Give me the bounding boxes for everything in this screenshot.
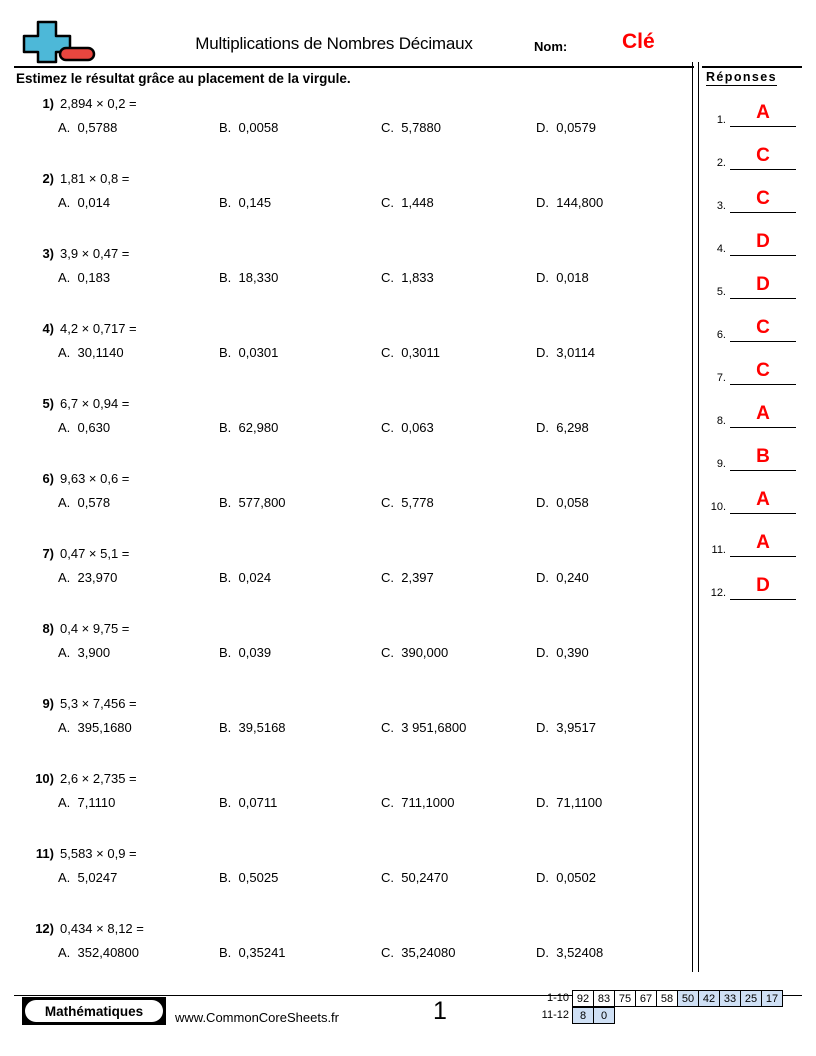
question-problem: 5,583 × 0,9 = [60, 846, 137, 861]
choice-label: A. [58, 870, 71, 885]
answer-key-value: A [756, 102, 770, 123]
answer-key-value: C [756, 188, 770, 209]
score-cell: 67 [635, 990, 657, 1007]
choice-value: 18,330 [238, 270, 279, 285]
answer-choice[interactable] [58, 720, 132, 735]
choice-value: 6,298 [556, 420, 589, 435]
choice-row [0, 870, 690, 890]
choice-label: A. [58, 345, 71, 360]
choice-value: 3,900 [77, 645, 111, 660]
choice-value: 0,183 [77, 270, 111, 285]
answer-choice[interactable] [58, 945, 139, 960]
score-cell: 92 [572, 990, 594, 1007]
choice-label: A. [58, 120, 71, 135]
choice-label: C. [381, 795, 394, 810]
question-block [0, 246, 690, 321]
score-table-row [525, 1007, 783, 1024]
header-divider [14, 66, 694, 68]
choice-row [0, 945, 690, 965]
choice-value: 3,9517 [556, 720, 596, 735]
score-range-label: 1-10 [546, 992, 569, 1004]
question-number: 11) [35, 846, 54, 861]
choice-label: D. [536, 720, 549, 735]
answer-key-row [702, 188, 806, 218]
choice-row [0, 570, 690, 590]
choice-value: 71,1100 [556, 795, 603, 810]
answer-choice[interactable] [58, 270, 110, 285]
page-number: 1 [433, 997, 447, 1025]
choice-label: A. [58, 195, 71, 210]
choice-row [0, 795, 690, 815]
answer-key-value: D [756, 575, 770, 596]
answer-key-row [702, 575, 806, 605]
answer-choice[interactable] [58, 570, 117, 585]
choice-row [0, 120, 690, 140]
choice-label: D. [536, 495, 549, 510]
choice-value: 1,448 [401, 195, 434, 210]
worksheet-header [14, 16, 694, 66]
score-cell: 42 [698, 990, 720, 1007]
question-problem: 4,2 × 0,717 = [60, 321, 137, 336]
choice-value: 711,1000 [401, 795, 455, 810]
answer-key-underline [730, 470, 796, 471]
answer-choice[interactable] [58, 345, 124, 360]
choice-value: 395,1680 [77, 720, 132, 735]
answer-choice[interactable] [381, 870, 448, 885]
choice-value: 3 951,6800 [401, 720, 467, 735]
choice-value: 7,1110 [77, 795, 116, 810]
score-table [525, 990, 783, 1024]
question-block [0, 321, 690, 396]
name-label: Nom: [534, 39, 568, 54]
question-problem: 6,7 × 0,94 = [60, 396, 130, 411]
choice-label: B. [219, 720, 232, 735]
choice-label: D. [536, 195, 549, 210]
question-number: 4) [42, 321, 54, 336]
answer-key-value: A [756, 532, 770, 553]
choice-value: 2,397 [401, 570, 434, 585]
answer-key-underline [730, 427, 796, 428]
plus-minus-logo-icon [14, 16, 100, 66]
answer-key-value: B [756, 446, 770, 467]
choice-label: B. [219, 945, 232, 960]
question-number: 2) [42, 171, 54, 186]
choice-value: 0,35241 [238, 945, 286, 960]
answers-header-divider [702, 66, 802, 68]
choice-label: B. [219, 570, 232, 585]
answer-choice[interactable] [381, 570, 434, 585]
choice-label: D. [536, 270, 549, 285]
choice-value: 0,240 [556, 570, 589, 585]
choice-value: 0,390 [556, 645, 589, 660]
question-problem: 5,3 × 7,456 = [60, 696, 137, 711]
answer-choice[interactable] [536, 270, 589, 285]
choice-label: D. [536, 570, 549, 585]
answer-choice[interactable] [536, 870, 596, 885]
choice-value: 62,980 [238, 420, 279, 435]
answer-key-underline [730, 599, 796, 600]
question-number: 6) [42, 471, 54, 486]
answer-key-underline [730, 126, 796, 127]
question-block [0, 396, 690, 471]
choice-label: B. [219, 345, 232, 360]
choice-row [0, 495, 690, 515]
score-cell: 83 [593, 990, 615, 1007]
answer-key-underline [730, 341, 796, 342]
choice-label: D. [536, 795, 549, 810]
choice-label: A. [58, 720, 71, 735]
choice-label: C. [381, 120, 394, 135]
score-cell-empty [614, 1007, 636, 1024]
answer-key-row [702, 532, 806, 562]
choice-label: A. [58, 270, 71, 285]
score-cell: 33 [719, 990, 741, 1007]
choice-label: C. [381, 645, 394, 660]
score-cell-empty [761, 1007, 783, 1024]
answer-key-row [702, 102, 806, 132]
score-cell: 17 [761, 990, 783, 1007]
answer-choice[interactable] [219, 195, 271, 210]
question-block [0, 771, 690, 846]
answer-key-number: 2. [716, 157, 726, 169]
answer-choice[interactable] [381, 270, 434, 285]
choice-label: C. [381, 195, 394, 210]
answer-choice[interactable] [58, 795, 115, 810]
choice-value: 0,018 [556, 270, 589, 285]
question-number: 10) [35, 771, 54, 786]
answer-key-value: C [756, 317, 770, 338]
answer-choice[interactable] [381, 420, 434, 435]
choice-value: 5,778 [401, 495, 434, 510]
answer-key-value: D [756, 231, 770, 252]
answer-key-value: C [756, 360, 770, 381]
question-number: 1) [42, 96, 54, 111]
score-range-label: 11-12 [541, 1009, 569, 1021]
answer-key-number: 1. [716, 114, 726, 126]
choice-label: B. [219, 645, 232, 660]
choice-value: 0,014 [77, 195, 111, 210]
brand-label: Mathématiques [25, 1000, 163, 1022]
score-cell-empty [635, 1007, 657, 1024]
choice-label: C. [381, 945, 394, 960]
choice-label: C. [381, 270, 394, 285]
column-divider-line-outer [692, 62, 693, 972]
choice-label: C. [381, 720, 394, 735]
answer-choice[interactable] [536, 120, 596, 135]
answer-choice[interactable] [536, 645, 589, 660]
choice-label: B. [219, 195, 232, 210]
question-number: 5) [42, 396, 54, 411]
answer-key-value: A [756, 403, 770, 424]
choice-label: C. [381, 870, 394, 885]
column-divider-line-inner [698, 62, 699, 972]
answer-key-number: 7. [716, 372, 726, 384]
answer-choice[interactable] [381, 195, 434, 210]
choice-value: 0,630 [77, 420, 111, 435]
choice-value: 144,800 [556, 195, 604, 210]
answer-choice[interactable] [381, 495, 434, 510]
question-problem: 0,434 × 8,12 = [60, 921, 144, 936]
answer-key-row [702, 274, 806, 304]
answer-key-value: D [756, 274, 770, 295]
answer-choice[interactable] [58, 495, 110, 510]
answer-choice[interactable] [381, 945, 455, 960]
score-cell-empty [677, 1007, 699, 1024]
question-block [0, 696, 690, 771]
choice-row [0, 645, 690, 665]
choice-value: 0,0711 [238, 795, 278, 810]
score-cell: 58 [656, 990, 678, 1007]
answer-choice[interactable] [219, 420, 278, 435]
answer-key-row [702, 489, 806, 519]
question-number: 7) [42, 546, 54, 561]
question-problem: 9,63 × 0,6 = [60, 471, 130, 486]
question-problem: 1,81 × 0,8 = [60, 171, 130, 186]
choice-label: A. [58, 645, 71, 660]
choice-value: 0,039 [238, 645, 272, 660]
choice-label: A. [58, 495, 71, 510]
answer-choice[interactable] [219, 120, 278, 135]
choice-label: A. [58, 420, 71, 435]
choice-value: 577,800 [238, 495, 286, 510]
choice-value: 35,24080 [401, 945, 456, 960]
name-value: Clé [622, 30, 655, 53]
question-block [0, 96, 690, 171]
score-cell: 25 [740, 990, 762, 1007]
choice-label: C. [381, 420, 394, 435]
choice-value: 5,7880 [401, 120, 441, 135]
question-block [0, 471, 690, 546]
choice-value: 390,000 [401, 645, 449, 660]
answer-choice[interactable] [219, 570, 271, 585]
score-cell: 8 [572, 1007, 594, 1024]
answer-choice[interactable] [536, 720, 596, 735]
score-cell-empty [719, 1007, 741, 1024]
answer-choice[interactable] [536, 195, 603, 210]
choice-value: 0,0058 [238, 120, 279, 135]
answer-key-number: 8. [716, 415, 726, 427]
answer-choice[interactable] [381, 795, 455, 810]
score-table-row [525, 990, 783, 1007]
choice-value: 0,063 [401, 420, 434, 435]
answer-key-row [702, 446, 806, 476]
choice-value: 30,1140 [77, 345, 124, 360]
site-url: www.CommonCoreSheets.fr [175, 1010, 339, 1025]
answer-choice[interactable] [381, 720, 466, 735]
score-cell: 75 [614, 990, 636, 1007]
answer-choice[interactable] [381, 345, 440, 360]
answer-choice[interactable] [536, 420, 589, 435]
answer-key-row [702, 360, 806, 390]
question-block [0, 546, 690, 621]
choice-row [0, 345, 690, 365]
answer-key-row [702, 231, 806, 261]
answer-choice[interactable] [219, 945, 286, 960]
choice-row [0, 270, 690, 290]
answer-key-underline [730, 384, 796, 385]
answer-choice[interactable] [58, 120, 117, 135]
question-number: 8) [42, 621, 54, 636]
question-problem: 0,47 × 5,1 = [60, 546, 130, 561]
answer-key-row [702, 317, 806, 347]
answer-key-underline [730, 255, 796, 256]
answer-key-number: 11. [711, 544, 726, 556]
question-problem: 2,6 × 2,735 = [60, 771, 137, 786]
answer-key-underline [730, 212, 796, 213]
choice-label: A. [58, 570, 71, 585]
choice-label: B. [219, 870, 232, 885]
answer-choice[interactable] [58, 420, 110, 435]
choice-value: 0,024 [238, 570, 272, 585]
choice-label: A. [58, 945, 71, 960]
question-block [0, 921, 690, 996]
answer-choice[interactable] [219, 795, 277, 810]
choice-label: D. [536, 120, 549, 135]
choice-value: 0,145 [238, 195, 272, 210]
choice-label: D. [536, 420, 549, 435]
question-number: 3) [42, 246, 54, 261]
choice-value: 3,52408 [556, 945, 604, 960]
score-cell-empty [656, 1007, 678, 1024]
choice-value: 0,5788 [77, 120, 118, 135]
choice-label: B. [219, 270, 232, 285]
choice-label: B. [219, 795, 232, 810]
choice-label: D. [536, 645, 549, 660]
choice-value: 0,0502 [556, 870, 596, 885]
score-cell: 0 [593, 1007, 615, 1024]
answer-choice[interactable] [219, 270, 278, 285]
questions-list [0, 96, 690, 996]
answer-key-title: Réponses [706, 70, 777, 84]
choice-value: 5,0247 [77, 870, 118, 885]
choice-label: B. [219, 495, 232, 510]
choice-value: 23,970 [77, 570, 118, 585]
answer-key-number: 4. [716, 243, 726, 255]
choice-value: 0,578 [77, 495, 111, 510]
score-cell-empty [698, 1007, 720, 1024]
answer-key-underline [730, 556, 796, 557]
choice-value: 1,833 [401, 270, 434, 285]
answer-key-number: 12. [710, 587, 726, 599]
answer-choice[interactable] [219, 345, 278, 360]
instruction-text: Estimez le résultat grâce au placement de la virgule. [16, 71, 351, 86]
answer-key-number: 5. [716, 286, 726, 298]
answer-choice[interactable] [536, 945, 603, 960]
choice-label: D. [536, 870, 549, 885]
question-problem: 0,4 × 9,75 = [60, 621, 130, 636]
answer-choice[interactable] [58, 870, 117, 885]
answer-choice[interactable] [536, 570, 589, 585]
answer-choice[interactable] [219, 645, 271, 660]
choice-label: D. [536, 945, 549, 960]
answer-key-value: A [756, 489, 770, 510]
choice-row [0, 720, 690, 740]
choice-value: 39,5168 [238, 720, 286, 735]
choice-row [0, 420, 690, 440]
question-block [0, 846, 690, 921]
choice-value: 0,058 [556, 495, 589, 510]
answer-key-number: 3. [716, 200, 726, 212]
answer-key-underline [730, 169, 796, 170]
choice-label: C. [381, 345, 394, 360]
brand-badge [22, 997, 166, 1025]
choice-label: C. [381, 570, 394, 585]
question-problem: 2,894 × 0,2 = [60, 96, 137, 111]
question-problem: 3,9 × 0,47 = [60, 246, 130, 261]
question-number: 12) [35, 921, 54, 936]
choice-label: B. [219, 420, 232, 435]
answer-choice[interactable] [219, 870, 278, 885]
choice-label: C. [381, 495, 394, 510]
answer-choice[interactable] [219, 495, 286, 510]
answer-choice[interactable] [536, 345, 595, 360]
choice-value: 50,2470 [401, 870, 449, 885]
page-title: Multiplications de Nombres Décimaux [195, 34, 473, 53]
score-cell: 50 [677, 990, 699, 1007]
answer-key-row [702, 403, 806, 433]
choice-value: 0,0579 [556, 120, 596, 135]
choice-value: 0,3011 [401, 345, 441, 360]
answer-key-row [702, 145, 806, 175]
answer-key-underline [730, 298, 796, 299]
answer-choice[interactable] [219, 720, 286, 735]
question-block [0, 621, 690, 696]
choice-value: 3,0114 [556, 345, 596, 360]
question-number: 9) [42, 696, 54, 711]
choice-label: B. [219, 120, 232, 135]
score-cell-empty [740, 1007, 762, 1024]
choice-label: A. [58, 795, 71, 810]
answer-key-number: 6. [716, 329, 726, 341]
answer-key-number: 10. [710, 501, 726, 513]
answer-choice[interactable] [536, 495, 589, 510]
choice-value: 0,0301 [238, 345, 279, 360]
answer-choice[interactable] [58, 195, 110, 210]
choice-value: 0,5025 [238, 870, 279, 885]
answer-key-underline [730, 513, 796, 514]
answer-choice[interactable] [58, 645, 110, 660]
choice-row [0, 195, 690, 215]
answer-choice[interactable] [536, 795, 602, 810]
choice-value: 352,40800 [77, 945, 139, 960]
answer-key-value: C [756, 145, 770, 166]
answer-key-number: 9. [716, 458, 726, 470]
choice-label: D. [536, 345, 549, 360]
answer-choice[interactable] [381, 120, 441, 135]
question-block [0, 171, 690, 246]
answer-choice[interactable] [381, 645, 448, 660]
